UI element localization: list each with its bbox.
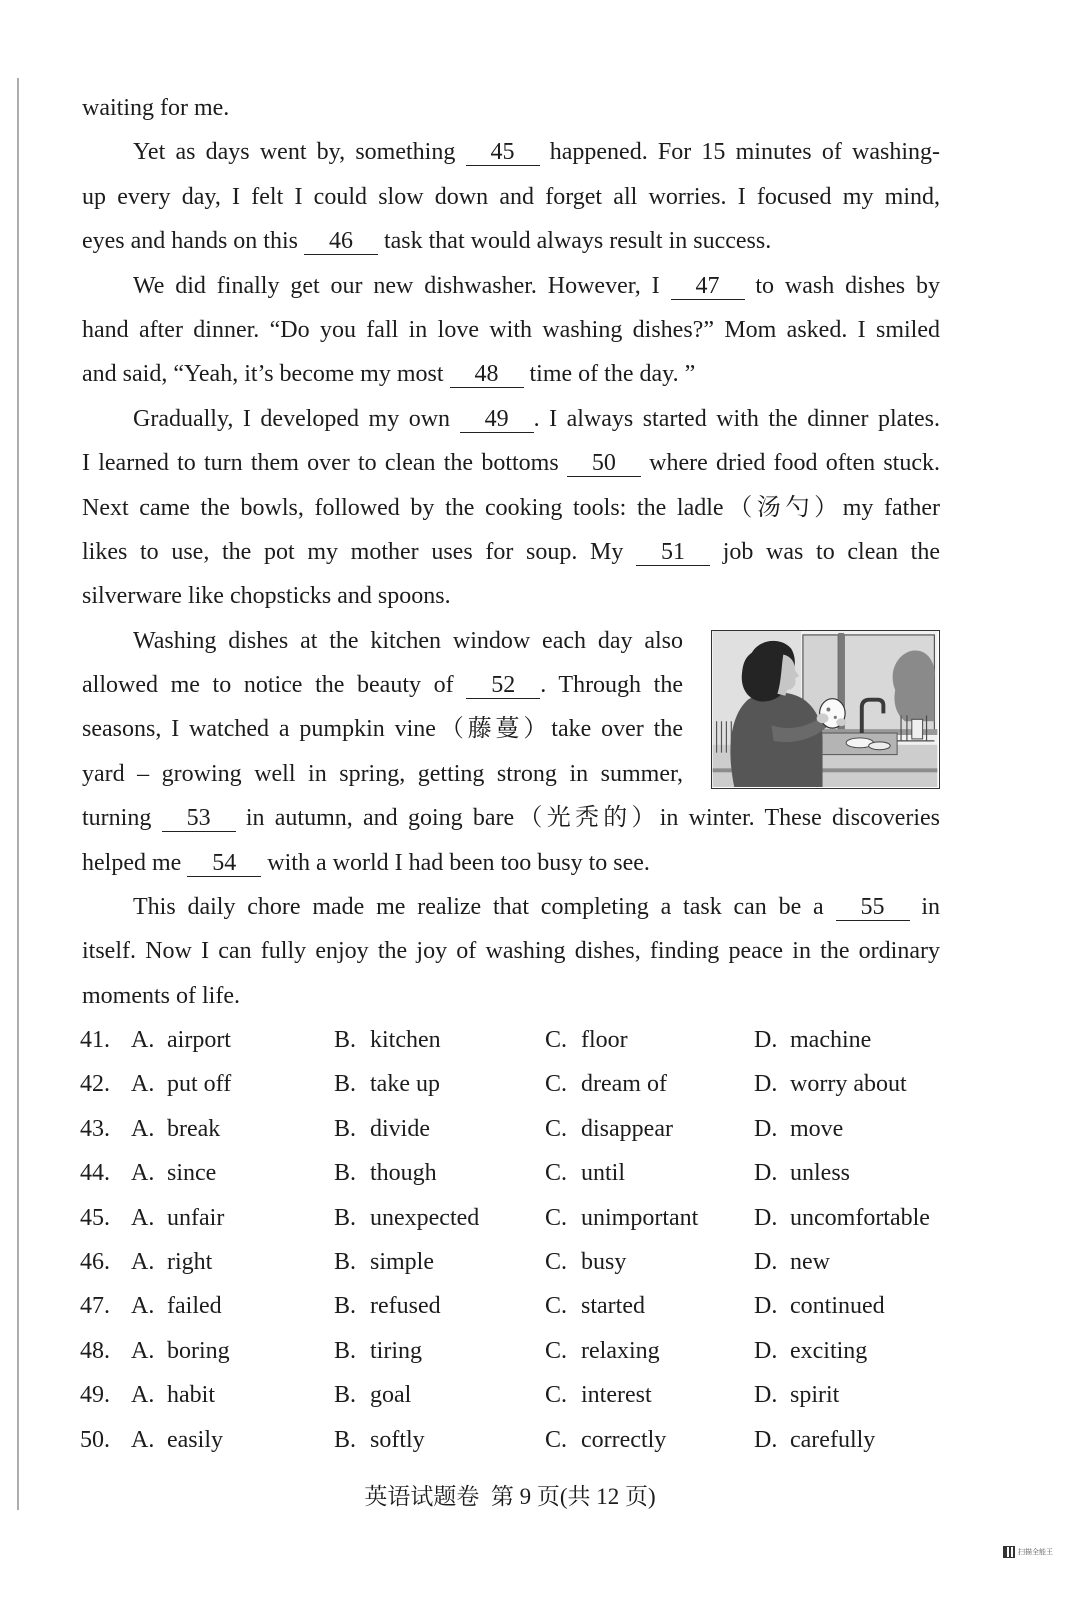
choice-label: B. [334, 1426, 357, 1453]
choice-label: C. [545, 1337, 568, 1364]
choice-label: C. [545, 1382, 568, 1409]
choice-label: D. [754, 1160, 778, 1187]
hand [836, 718, 846, 726]
illustration-svg [712, 631, 938, 787]
question-number: 45. [80, 1204, 110, 1231]
blank-53: 53 [162, 805, 236, 832]
blank-48: 48 [450, 361, 524, 388]
passage-text: This daily chore made me realize that completing a task can be a [133, 894, 836, 921]
choice-label: C. [545, 1115, 568, 1142]
choice-c [545, 1240, 626, 1284]
passage-line-20 [82, 929, 940, 973]
choice-d [754, 1329, 867, 1373]
choice-b [334, 1418, 425, 1462]
choice-a [131, 1240, 212, 1284]
choice-label: A. [131, 1382, 155, 1409]
passage-text: and said, “Yeah, it’s become my most [82, 361, 450, 388]
choice-text: simple [370, 1248, 434, 1275]
choice-a [131, 1151, 216, 1195]
choice-c [545, 1062, 667, 1106]
choice-text: though [370, 1160, 437, 1187]
choice-a [131, 1062, 231, 1106]
choice-text: floor [581, 1027, 628, 1053]
choice-text: break [167, 1115, 221, 1142]
choice-d [754, 1418, 875, 1462]
choice-label: B. [334, 1160, 357, 1187]
choice-text: softly [370, 1426, 425, 1453]
choice-label: D. [754, 1248, 778, 1275]
passage-text: Yet as days went by, something [133, 139, 466, 166]
choice-label: D. [754, 1382, 778, 1409]
passage-text: likes to use, the pot my mother uses for soup. My [82, 538, 637, 565]
choice-c [545, 1373, 652, 1417]
choice-text: divide [370, 1115, 430, 1142]
question-45 [82, 1196, 940, 1240]
passage-line-16 [82, 752, 683, 796]
choice-c [545, 1329, 660, 1373]
passage-line-21 [82, 974, 940, 1018]
blank-46: 46 [304, 228, 378, 255]
passage-line-5 [82, 264, 940, 308]
question-44 [82, 1151, 940, 1195]
passage-line-14 [82, 663, 683, 707]
choice-b [334, 1196, 479, 1240]
choice-text: tiring [370, 1337, 422, 1364]
passage-text: in [909, 894, 940, 921]
passage-text: in autumn, and going bare（光秃的）in winter. These discoveries [235, 805, 940, 832]
passage-text: I learned to turn them over to clean the bottoms [82, 450, 567, 477]
choice-text: machine [790, 1027, 872, 1053]
choice-d [754, 1373, 839, 1417]
choice-text: put off [167, 1071, 232, 1098]
choice-d [754, 1062, 907, 1106]
choice-a [131, 1107, 220, 1151]
choice-label: B. [334, 1382, 357, 1409]
passage-text: seasons, I watched a pumpkin vine（藤蔓）take over the [82, 716, 683, 743]
choice-label: A. [131, 1027, 155, 1053]
answer-options [82, 1018, 940, 1462]
choice-text: disappear [581, 1115, 673, 1142]
choice-label: B. [334, 1027, 357, 1053]
choice-text: move [790, 1115, 844, 1142]
passage-text: yard – growing well in spring, getting strong in summer, [82, 760, 683, 787]
choice-text: correctly [581, 1426, 667, 1453]
choice-text: interest [581, 1382, 652, 1409]
choice-b [334, 1107, 430, 1151]
passage-text: up every day, I felt I could slow down and forget all worries. I focused my mind, [82, 183, 940, 210]
choice-label: D. [754, 1071, 778, 1098]
question-47 [82, 1284, 940, 1328]
choice-label: B. [334, 1337, 357, 1364]
choice-text: uncomfortable [790, 1204, 930, 1231]
choice-text: right [167, 1248, 213, 1275]
choice-label: A. [131, 1115, 155, 1142]
question-number: 47. [80, 1293, 110, 1320]
plate-spot [834, 716, 837, 719]
passage-text: We did finally get our new dishwasher. However, I [133, 272, 671, 299]
question-41 [82, 1018, 940, 1062]
choice-text: easily [167, 1426, 223, 1453]
blank-54: 54 [187, 850, 261, 877]
choice-c [545, 1196, 698, 1240]
choice-label: D. [754, 1293, 778, 1320]
choice-d [754, 1240, 830, 1284]
passage-text: Washing dishes at the kitchen window each day also [133, 627, 683, 654]
blank-49: 49 [460, 406, 534, 433]
choice-a [131, 1196, 224, 1240]
passage-line-13 [82, 619, 683, 663]
passage-text: happened. For 15 minutes of washing- [539, 139, 940, 166]
choice-text: airport [167, 1027, 231, 1053]
choice-label: D. [754, 1027, 778, 1053]
passage-text: where dried food often stuck. [640, 450, 940, 477]
passage-line-18 [82, 841, 940, 885]
choice-text: spirit [790, 1382, 840, 1409]
scan-border-line [17, 78, 19, 1510]
choice-label: D. [754, 1426, 778, 1453]
page-footer [330, 1475, 690, 1519]
choice-text: failed [167, 1293, 222, 1320]
passage-line-17 [82, 796, 940, 840]
passage-text: itself. Now I can fully enjoy the joy of washing dishes, finding peace in the ordinary [82, 938, 940, 965]
passage-text: Gradually, I developed my own [133, 405, 460, 432]
choice-b [334, 1240, 434, 1284]
passage-text: helped me [82, 849, 188, 876]
choice-d [754, 1284, 885, 1328]
question-46 [82, 1240, 940, 1284]
passage-text: Next came the bowls, followed by the cooking tools: the ladle（汤勺）my father [82, 494, 940, 521]
choice-text: relaxing [581, 1337, 660, 1364]
choice-text: dream of [581, 1071, 667, 1098]
cloze-passage [82, 86, 940, 1018]
passage-text: allowed me to notice the beauty of [82, 672, 467, 699]
page-number-text: 英语试题卷 第 9 页(共 12 页) [364, 1484, 656, 1509]
question-number: 49. [80, 1382, 110, 1409]
passage-text: job was to clean the [710, 538, 940, 565]
choice-label: C. [545, 1204, 568, 1231]
question-number: 44. [80, 1160, 110, 1187]
choice-label: A. [131, 1248, 155, 1275]
passage-line-2 [82, 130, 940, 174]
question-number: 41. [80, 1027, 110, 1053]
blank-51: 51 [636, 539, 710, 566]
choice-label: A. [131, 1426, 155, 1453]
choice-c [545, 1151, 625, 1195]
choice-label: C. [545, 1426, 568, 1453]
choice-b [334, 1329, 422, 1373]
choice-text: goal [370, 1382, 412, 1409]
question-number: 48. [80, 1337, 110, 1364]
choice-text: since [167, 1160, 217, 1187]
choice-text: started [581, 1293, 645, 1320]
choice-text: boring [167, 1337, 230, 1364]
choice-label: C. [545, 1071, 568, 1098]
choice-label: C. [545, 1248, 568, 1275]
choice-text: unexpected [370, 1204, 480, 1231]
choice-b [334, 1018, 441, 1062]
question-42 [82, 1062, 940, 1106]
choice-a [131, 1329, 230, 1373]
choice-label: B. [334, 1071, 357, 1098]
choice-label: A. [131, 1293, 155, 1320]
choice-text: unimportant [581, 1204, 699, 1231]
qr-code-icon [1003, 1546, 1015, 1558]
choice-label: A. [131, 1337, 155, 1364]
passage-line-10 [82, 486, 940, 530]
choice-text: habit [167, 1382, 215, 1409]
choice-text: kitchen [370, 1027, 441, 1053]
passage-line-4 [82, 219, 940, 263]
blank-50: 50 [567, 450, 641, 477]
cup [912, 719, 923, 739]
question-49 [82, 1373, 940, 1417]
passage-text: waiting for me. [82, 95, 230, 121]
passage-text: silverware like chopsticks and spoons. [82, 583, 451, 610]
choice-label: A. [131, 1204, 155, 1231]
choice-d [754, 1151, 850, 1195]
passage-line-7 [82, 352, 940, 396]
passage-line-9 [82, 441, 940, 485]
blank-45: 45 [466, 139, 540, 166]
choice-label: C. [545, 1027, 568, 1053]
choice-text: worry about [790, 1071, 907, 1098]
choice-text: refused [370, 1293, 441, 1320]
passage-line-12 [82, 574, 940, 618]
choice-label: D. [754, 1337, 778, 1364]
choice-d [754, 1107, 843, 1151]
passage-line-15 [82, 707, 683, 751]
question-number: 50. [80, 1426, 110, 1453]
choice-label: A. [131, 1071, 155, 1098]
question-50 [82, 1418, 940, 1462]
choice-label: B. [334, 1204, 357, 1231]
choice-label: A. [131, 1160, 155, 1187]
choice-a [131, 1373, 215, 1417]
blank-52: 52 [466, 672, 540, 699]
passage-text: time of the day. ” [523, 361, 696, 388]
blank-55: 55 [836, 894, 910, 921]
passage-line-19 [82, 885, 940, 929]
choice-c [545, 1284, 645, 1328]
choice-a [131, 1418, 223, 1462]
choice-text: new [790, 1248, 830, 1275]
choice-b [334, 1062, 440, 1106]
passage-line-8 [82, 397, 940, 441]
question-number: 42. [80, 1071, 110, 1098]
question-48 [82, 1329, 940, 1373]
passage-text: eyes and hands on this [82, 228, 304, 255]
choice-text: unfair [167, 1204, 225, 1231]
choice-b [334, 1284, 441, 1328]
choice-text: exciting [790, 1337, 868, 1364]
choice-d [754, 1196, 930, 1240]
hand [817, 713, 829, 723]
question-number: 46. [80, 1248, 110, 1275]
choice-c [545, 1018, 628, 1062]
passage-line-3 [82, 175, 940, 219]
choice-c [545, 1418, 666, 1462]
choice-label: C. [545, 1293, 568, 1320]
choice-c [545, 1107, 673, 1151]
illustration-woman-washing-dishes [711, 630, 940, 789]
question-number: 43. [80, 1115, 110, 1142]
passage-text: . Through the [540, 672, 683, 699]
passage-text: turning [82, 805, 162, 832]
choice-text: take up [370, 1071, 440, 1098]
choice-text: continued [790, 1293, 885, 1320]
choice-d [754, 1018, 871, 1062]
choice-label: B. [334, 1115, 357, 1142]
choice-label: D. [754, 1115, 778, 1142]
passage-text: . I always started with the dinner plates. [533, 405, 940, 432]
tree-silhouette [893, 650, 935, 721]
plate-spot [826, 708, 830, 712]
blank-47: 47 [671, 273, 745, 300]
choice-text: carefully [790, 1426, 876, 1453]
choice-a [131, 1284, 222, 1328]
question-43 [82, 1107, 940, 1151]
passage-text: hand after dinner. “Do you fall in love with washing dishes?” Mom asked. I smiled [82, 316, 940, 343]
choice-a [131, 1018, 231, 1062]
passage-text: moments of life. [82, 982, 240, 1009]
choice-label: D. [754, 1204, 778, 1231]
choice-label: B. [334, 1293, 357, 1320]
passage-line-1 [82, 86, 940, 130]
choice-b [334, 1151, 437, 1195]
dish-in-sink [869, 742, 891, 750]
passage-text: task that would always result in success. [377, 228, 772, 255]
passage-text: to wash dishes by [744, 272, 940, 299]
choice-b [334, 1373, 411, 1417]
passage-line-6 [82, 308, 940, 352]
watermark-text: 扫描全能王 [1018, 1548, 1053, 1556]
choice-label: C. [545, 1160, 568, 1187]
choice-text: busy [581, 1248, 627, 1275]
choice-text: until [581, 1160, 626, 1187]
passage-text: with a world I had been too busy to see. [261, 849, 650, 876]
choice-text: unless [790, 1160, 850, 1187]
choice-label: B. [334, 1248, 357, 1275]
passage-line-11 [82, 530, 940, 574]
